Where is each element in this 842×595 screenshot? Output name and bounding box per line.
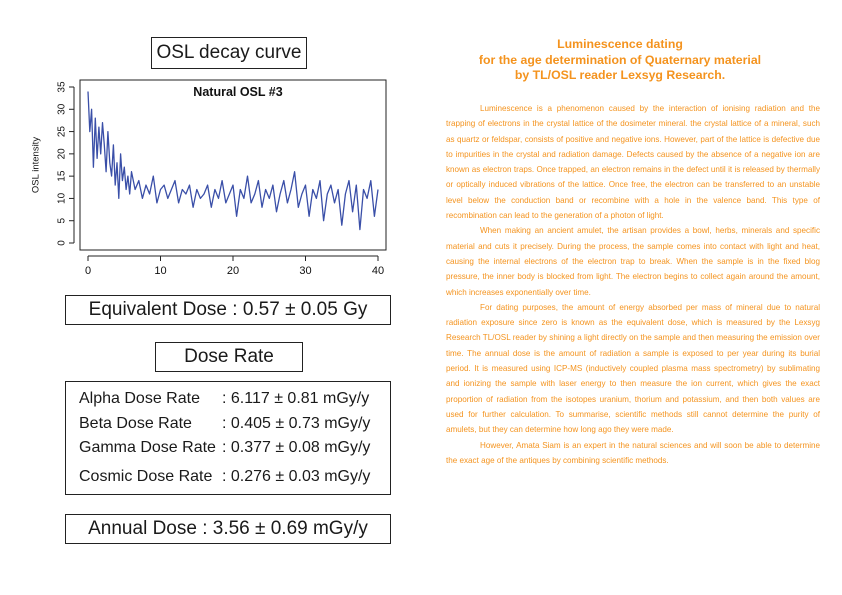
dose-rate-value: : 0.377 ± 0.08 mGy/y [222,439,371,456]
article-title-line: for the age determination of Quaternary material [478,52,762,67]
article-body [446,101,820,468]
osl-series-line [88,92,378,230]
dose-rate-row-alpha [79,390,369,408]
dose-rate-value: : 6.117 ± 0.81 mGy/y [222,390,370,407]
plot-frame [80,80,386,250]
annual-dose-box [65,514,391,544]
chart-title: Natural OSL #3 [193,85,283,99]
article-title [440,37,800,84]
dose-rate-label: Gamma Dose Rate [79,439,216,456]
equivalent-dose-box [65,295,391,325]
dose-rate-label: Cosmic Dose Rate [79,468,213,485]
y-tick-label: 5 [56,217,68,224]
x-tick-label: 40 [371,265,385,277]
osl-chart-svg [26,76,388,290]
dose-rate-title-box [155,342,303,372]
y-tick-label: 30 [56,103,68,115]
y-axis-label: OSL intensity [30,136,42,194]
article-paragraph: However, Amata Siam is an expert in the natural sciences and will soon be able to determine the exact age of the antiques by combining scientific methods. [446,440,820,465]
y-tick-label: 35 [56,81,68,93]
osl-decay-curve-title [151,37,307,69]
y-tick-label: 15 [56,170,68,182]
article-paragraph: Luminescence is a phenomenon caused by the interaction of ionising radiation and the trapping of electrons in the crystal lattice of the dosimeter mineral. the crystal lattice of a mineral, such as quartz or feldspar, consists of positive and negative ions. However, part of the lattice is defective due to impurities in the crystal and radiation damage. Defects caused by the absence of a negative ion are known as electron traps. Once trapped, an electron remains in the defect until it is released by thermally or optically induced vibrations of the lattice. Once free, the electron can be transferred to an unstable level below the conduction band or recombine with a hole in the valence band. This type of recombination can lead to the generation of a photon of light. [446,104,820,221]
dose-rate-title: Dose Rate [184,346,274,367]
dose-rates-table [65,381,391,495]
article-paragraph: For dating purposes, the amount of energy absorbed per mass of mineral due to natural radiation exposure since zero is known as the equivalent dose, which is measured by the Lexsyg Research TL/OSL reader by shining a light directly on the sample and then measuring the emission over time. The annual dose is the amount of radiation a sample is exposed to per year during its burial period. It is measured using ICP-MS (inductively coupled plasma mass spectrometry) by sublimating and ionizing the sample with laser energy to then measure the ion current, which gives the exact proportion of radiation from the isotopes uranium, thorium and potassium, and then both values are used for further calculation. To summarise, scientific methods still cannot determine the purity of amulets, but they can determine how long ago they were made. [446,302,820,435]
dose-rate-row-cosmic [79,468,370,486]
annual-dose-text: Annual Dose : 3.56 ± 0.69 mGy/y [88,518,368,539]
osl-title-text: OSL decay curve [156,42,302,63]
article-title-line: Luminescence dating [557,37,683,51]
x-tick-label: 30 [299,265,312,277]
y-tick-label: 20 [56,148,68,160]
dose-rate-value: : 0.276 ± 0.03 mGy/y [222,468,371,485]
article-title-line: by TL/OSL reader Lexsyg Research. [514,68,726,82]
dose-rate-label: Beta Dose Rate [79,415,192,432]
y-tick-label: 10 [56,192,68,204]
dose-rate-value: : 0.405 ± 0.73 mGy/y [222,415,371,432]
x-tick-label: 10 [154,265,167,277]
osl-decay-chart [26,76,388,290]
article-paragraph: When making an ancient amulet, the artisan provides a bowl, herbs, minerals and specific material and cuts it precisely. During the process, the sample comes into contact with light and heat, causing the internal electrons of the electron trap to break. When the sample is in the fixed blog pressure, the inner body is blocked from light. The electron begins to collect again around the amount, which increases exponentially over time. [446,226,820,297]
equivalent-dose-text: Equivalent Dose : 0.57 ± 0.05 Gy [88,299,368,320]
y-tick-label: 25 [56,126,68,138]
dose-rate-label: Alpha Dose Rate [79,390,200,407]
dose-rate-row-beta [79,415,370,433]
dose-rate-row-gamma [79,439,370,457]
x-tick-label: 20 [226,265,240,277]
x-tick-label: 0 [84,265,92,277]
y-tick-label: 0 [56,240,68,246]
